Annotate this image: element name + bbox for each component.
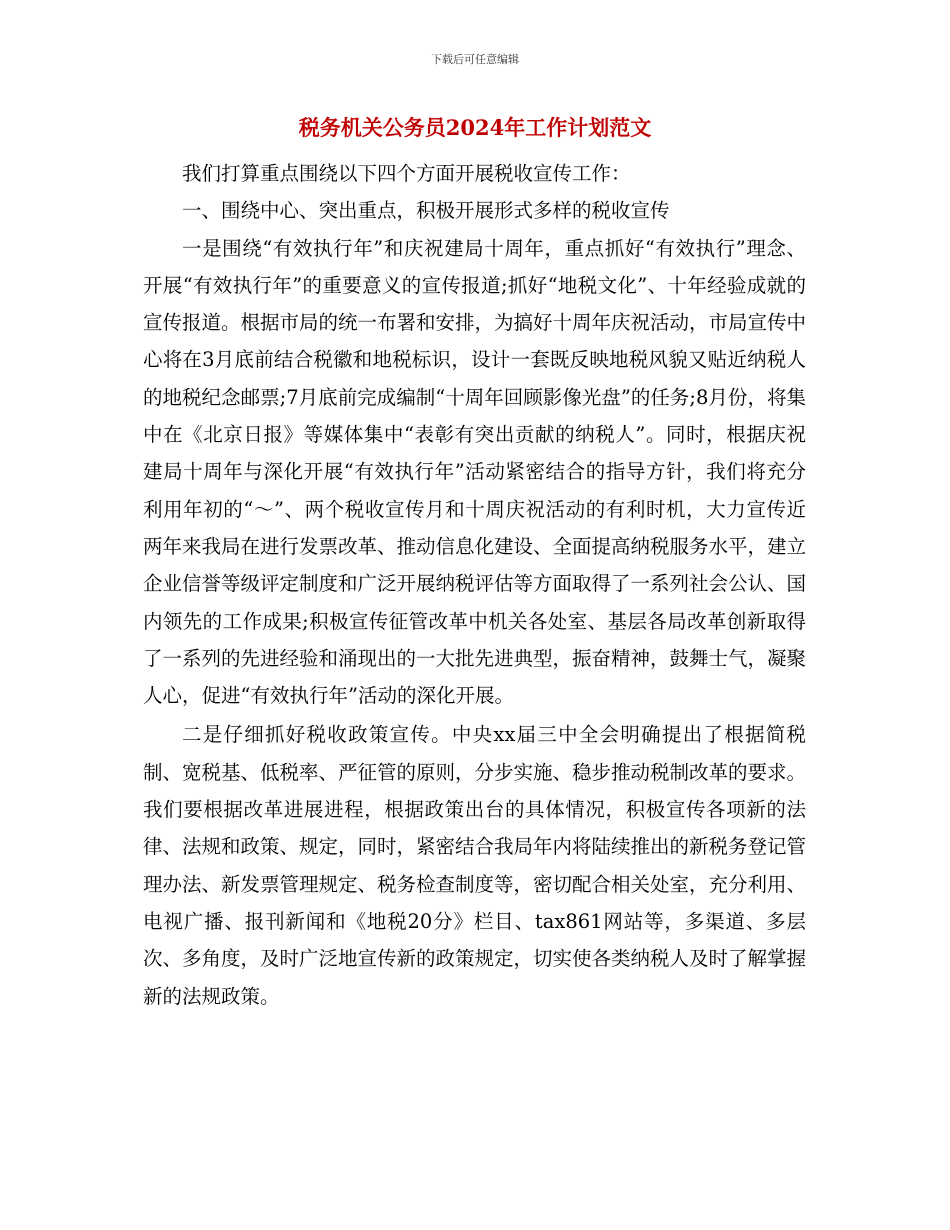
paragraph-section-heading: 一、围绕中心、突出重点，积极开展形式多样的税收宣传 [182,199,670,223]
paragraph-point-one: 一是围绕“有效执行年”和庆祝建局十周年，重点抓好“有效执行”理念、开展“有效执行年”的重要意义的宣传报道;抓好“地税文化”、十年经验成就的宣传报道。根据市局的统一布署和安排，为搞好十周年庆祝活动，市局宣传中心将在3月底前结合税徽和地税标识，设计一套既反映地税风貌又贴近纳税人的地税纪念邮票;7月底前完成编制“十周年回顾影像光盘”的任务;8月份，将集中在《北京日报》等媒体集中“表彰有突出贡献的纳税人”。同时，根据庆祝建局十周年与深化开展“有效执行年”活动紧密结合的指导方针，我们将充分利用年初的“～”、两个税收宣传月和十周庆祝活动的有利时机，大力宣传近两年来我局在进行发票改革、推动信息化建设、全面提高纳税服务水平，建立企业信誉等级评定制度和广泛开展纳税评估等方面取得了一系列社会公认、国内领先的工作成果;积极宣传征管改革中机关各处室、基层各局改革创新取得了一系列的先进经验和涌现出的一大批先进典型，振奋精神，鼓舞士气，凝聚人心，促进“有效执行年”活动的深化开展。 [143,236,807,708]
download-note: 下载后可任意编辑 [431,53,519,66]
document-body [143,155,806,1015]
document-title: 税务机关公务员2024年工作计划范文 [298,115,652,140]
paragraph-intro: 我们打算重点围绕以下四个方面开展税收宣传工作： [182,162,631,185]
paragraph-point-two: 二是仔细抓好税收政策宣传。中央xx届三中全会明确提出了根据简税制、宽税基、低税率、严征管的原则，分步实施、稳步推动税制改革的要求。我们要根据改革进展进程，根据政策出台的具体情况，积极宣传各项新的法律、法规和政策、规定，同时，紧密结合我局年内将陆续推出的新税务登记管理办法、新发票管理规定、税务检查制度等，密切配合相关处室，充分利用、电视广播、报刊新闻和《地税20分》栏目、tax861网站等，多渠道、多层次、多角度，及时广泛地宣传新的政策规定，切实使各类纳税人及时了解掌握新的法规政策。 [143,723,807,1008]
